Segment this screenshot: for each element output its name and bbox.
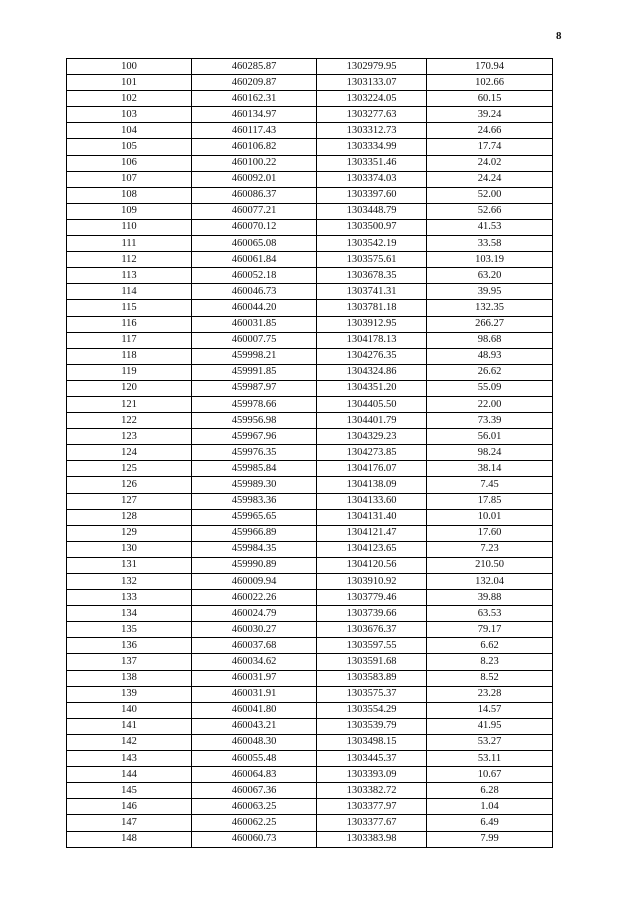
point-number-cell: 128 [67, 509, 192, 525]
table-row [67, 783, 553, 799]
point-number-cell: 127 [67, 493, 192, 509]
table-row [67, 477, 553, 493]
distance-cell: 24.24 [427, 171, 553, 187]
distance-cell: 98.24 [427, 445, 553, 461]
distance-cell: 73.39 [427, 413, 553, 429]
point-number-cell: 141 [67, 718, 192, 734]
table-row [67, 171, 553, 187]
y-coordinate-cell: 1303445.37 [317, 751, 427, 767]
y-coordinate-cell: 1303542.19 [317, 236, 427, 252]
y-coordinate-cell: 1303678.35 [317, 268, 427, 284]
y-coordinate-cell: 1303377.67 [317, 815, 427, 831]
table-row [67, 461, 553, 477]
x-coordinate-cell: 460092.01 [192, 171, 317, 187]
y-coordinate-cell: 1303277.63 [317, 107, 427, 123]
x-coordinate-cell: 460034.62 [192, 654, 317, 670]
x-coordinate-cell: 459956.98 [192, 413, 317, 429]
point-number-cell: 118 [67, 348, 192, 364]
distance-cell: 24.66 [427, 123, 553, 139]
x-coordinate-cell: 460044.20 [192, 300, 317, 316]
table-row [67, 831, 553, 847]
x-coordinate-cell: 460024.79 [192, 606, 317, 622]
x-coordinate-cell: 460065.08 [192, 236, 317, 252]
distance-cell: 23.28 [427, 686, 553, 702]
distance-cell: 63.53 [427, 606, 553, 622]
point-number-cell: 147 [67, 815, 192, 831]
distance-cell: 6.28 [427, 783, 553, 799]
y-coordinate-cell: 1303910.92 [317, 574, 427, 590]
point-number-cell: 111 [67, 236, 192, 252]
distance-cell: 26.62 [427, 364, 553, 380]
x-coordinate-cell: 459987.97 [192, 380, 317, 396]
distance-cell: 39.95 [427, 284, 553, 300]
x-coordinate-cell: 460031.85 [192, 316, 317, 332]
distance-cell: 39.88 [427, 590, 553, 606]
x-coordinate-cell: 459967.96 [192, 429, 317, 445]
point-number-cell: 131 [67, 557, 192, 573]
point-number-cell: 129 [67, 525, 192, 541]
point-number-cell: 115 [67, 300, 192, 316]
table-row [67, 509, 553, 525]
distance-cell: 132.35 [427, 300, 553, 316]
distance-cell: 52.00 [427, 187, 553, 203]
point-number-cell: 101 [67, 75, 192, 91]
x-coordinate-cell: 460037.68 [192, 638, 317, 654]
distance-cell: 24.02 [427, 155, 553, 171]
coordinates-table [66, 58, 553, 848]
distance-cell: 56.01 [427, 429, 553, 445]
distance-cell: 7.99 [427, 831, 553, 847]
y-coordinate-cell: 1304324.86 [317, 364, 427, 380]
x-coordinate-cell: 460022.26 [192, 590, 317, 606]
distance-cell: 63.20 [427, 268, 553, 284]
y-coordinate-cell: 1303676.37 [317, 622, 427, 638]
x-coordinate-cell: 460031.91 [192, 686, 317, 702]
distance-cell: 48.93 [427, 348, 553, 364]
x-coordinate-cell: 459990.89 [192, 557, 317, 573]
distance-cell: 14.57 [427, 702, 553, 718]
table-row [67, 815, 553, 831]
table-row [67, 493, 553, 509]
x-coordinate-cell: 459984.35 [192, 541, 317, 557]
table-row [67, 236, 553, 252]
table-row [67, 413, 553, 429]
page-number: 8 [556, 30, 562, 42]
y-coordinate-cell: 1304351.20 [317, 380, 427, 396]
point-number-cell: 133 [67, 590, 192, 606]
distance-cell: 33.58 [427, 236, 553, 252]
distance-cell: 6.49 [427, 815, 553, 831]
point-number-cell: 106 [67, 155, 192, 171]
table-row [67, 718, 553, 734]
y-coordinate-cell: 1303498.15 [317, 734, 427, 750]
point-number-cell: 142 [67, 734, 192, 750]
x-coordinate-cell: 460106.82 [192, 139, 317, 155]
point-number-cell: 139 [67, 686, 192, 702]
point-number-cell: 109 [67, 203, 192, 219]
table-row [67, 300, 553, 316]
table-row [67, 252, 553, 268]
table-row [67, 203, 553, 219]
point-number-cell: 113 [67, 268, 192, 284]
y-coordinate-cell: 1303575.61 [317, 252, 427, 268]
table-row [67, 380, 553, 396]
table-row [67, 702, 553, 718]
table-row [67, 767, 553, 783]
x-coordinate-cell: 460046.73 [192, 284, 317, 300]
table-row [67, 316, 553, 332]
point-number-cell: 125 [67, 461, 192, 477]
y-coordinate-cell: 1303351.46 [317, 155, 427, 171]
x-coordinate-cell: 460061.84 [192, 252, 317, 268]
distance-cell: 266.27 [427, 316, 553, 332]
point-number-cell: 140 [67, 702, 192, 718]
table-row [67, 445, 553, 461]
point-number-cell: 102 [67, 91, 192, 107]
point-number-cell: 116 [67, 316, 192, 332]
distance-cell: 39.24 [427, 107, 553, 123]
point-number-cell: 114 [67, 284, 192, 300]
x-coordinate-cell: 459965.65 [192, 509, 317, 525]
table-row [67, 59, 553, 75]
x-coordinate-cell: 459978.66 [192, 396, 317, 412]
x-coordinate-cell: 459989.30 [192, 477, 317, 493]
y-coordinate-cell: 1304131.40 [317, 509, 427, 525]
point-number-cell: 132 [67, 574, 192, 590]
y-coordinate-cell: 1303397.60 [317, 187, 427, 203]
x-coordinate-cell: 459976.35 [192, 445, 317, 461]
coordinates-table-body [67, 59, 553, 848]
point-number-cell: 105 [67, 139, 192, 155]
point-number-cell: 100 [67, 59, 192, 75]
point-number-cell: 130 [67, 541, 192, 557]
distance-cell: 79.17 [427, 622, 553, 638]
y-coordinate-cell: 1304123.65 [317, 541, 427, 557]
table-row [67, 670, 553, 686]
y-coordinate-cell: 1304276.35 [317, 348, 427, 364]
table-row [67, 139, 553, 155]
table-row [67, 574, 553, 590]
y-coordinate-cell: 1304405.50 [317, 396, 427, 412]
distance-cell: 17.74 [427, 139, 553, 155]
x-coordinate-cell: 460041.80 [192, 702, 317, 718]
point-number-cell: 112 [67, 252, 192, 268]
y-coordinate-cell: 1304138.09 [317, 477, 427, 493]
distance-cell: 22.00 [427, 396, 553, 412]
y-coordinate-cell: 1303500.97 [317, 219, 427, 235]
y-coordinate-cell: 1303739.66 [317, 606, 427, 622]
x-coordinate-cell: 460062.25 [192, 815, 317, 831]
table-row [67, 284, 553, 300]
x-coordinate-cell: 459991.85 [192, 364, 317, 380]
x-coordinate-cell: 460055.48 [192, 751, 317, 767]
y-coordinate-cell: 1303383.98 [317, 831, 427, 847]
x-coordinate-cell: 460030.27 [192, 622, 317, 638]
x-coordinate-cell: 460070.12 [192, 219, 317, 235]
distance-cell: 41.53 [427, 219, 553, 235]
distance-cell: 53.11 [427, 751, 553, 767]
distance-cell: 7.23 [427, 541, 553, 557]
y-coordinate-cell: 1303224.05 [317, 91, 427, 107]
point-number-cell: 124 [67, 445, 192, 461]
point-number-cell: 143 [67, 751, 192, 767]
point-number-cell: 136 [67, 638, 192, 654]
distance-cell: 132.04 [427, 574, 553, 590]
y-coordinate-cell: 1304178.13 [317, 332, 427, 348]
table-row [67, 107, 553, 123]
distance-cell: 98.68 [427, 332, 553, 348]
x-coordinate-cell: 459985.84 [192, 461, 317, 477]
point-number-cell: 103 [67, 107, 192, 123]
distance-cell: 17.60 [427, 525, 553, 541]
x-coordinate-cell: 460209.87 [192, 75, 317, 91]
y-coordinate-cell: 1304133.60 [317, 493, 427, 509]
x-coordinate-cell: 460063.25 [192, 799, 317, 815]
y-coordinate-cell: 1304176.07 [317, 461, 427, 477]
distance-cell: 17.85 [427, 493, 553, 509]
x-coordinate-cell: 460048.30 [192, 734, 317, 750]
table-row [67, 734, 553, 750]
x-coordinate-cell: 460052.18 [192, 268, 317, 284]
distance-cell: 7.45 [427, 477, 553, 493]
distance-cell: 60.15 [427, 91, 553, 107]
distance-cell: 55.09 [427, 380, 553, 396]
table-row [67, 557, 553, 573]
distance-cell: 41.95 [427, 718, 553, 734]
x-coordinate-cell: 459998.21 [192, 348, 317, 364]
x-coordinate-cell: 460007.75 [192, 332, 317, 348]
x-coordinate-cell: 460117.43 [192, 123, 317, 139]
point-number-cell: 121 [67, 396, 192, 412]
point-number-cell: 144 [67, 767, 192, 783]
y-coordinate-cell: 1303591.68 [317, 654, 427, 670]
x-coordinate-cell: 460134.97 [192, 107, 317, 123]
distance-cell: 170.94 [427, 59, 553, 75]
point-number-cell: 138 [67, 670, 192, 686]
point-number-cell: 117 [67, 332, 192, 348]
table-row [67, 799, 553, 815]
table-row [67, 525, 553, 541]
point-number-cell: 110 [67, 219, 192, 235]
y-coordinate-cell: 1304273.85 [317, 445, 427, 461]
distance-cell: 210.50 [427, 557, 553, 573]
x-coordinate-cell: 460067.36 [192, 783, 317, 799]
distance-cell: 52.66 [427, 203, 553, 219]
distance-cell: 10.01 [427, 509, 553, 525]
x-coordinate-cell: 460285.87 [192, 59, 317, 75]
point-number-cell: 104 [67, 123, 192, 139]
y-coordinate-cell: 1304121.47 [317, 525, 427, 541]
table-row [67, 606, 553, 622]
table-row [67, 751, 553, 767]
table-row [67, 187, 553, 203]
table-row [67, 219, 553, 235]
y-coordinate-cell: 1304120.56 [317, 557, 427, 573]
y-coordinate-cell: 1303377.97 [317, 799, 427, 815]
x-coordinate-cell: 460064.83 [192, 767, 317, 783]
y-coordinate-cell: 1303448.79 [317, 203, 427, 219]
distance-cell: 10.67 [427, 767, 553, 783]
point-number-cell: 107 [67, 171, 192, 187]
distance-cell: 103.19 [427, 252, 553, 268]
distance-cell: 38.14 [427, 461, 553, 477]
y-coordinate-cell: 1303554.29 [317, 702, 427, 718]
y-coordinate-cell: 1303779.46 [317, 590, 427, 606]
x-coordinate-cell: 460031.97 [192, 670, 317, 686]
y-coordinate-cell: 1303597.55 [317, 638, 427, 654]
table-row [67, 91, 553, 107]
table-row [67, 332, 553, 348]
point-number-cell: 135 [67, 622, 192, 638]
x-coordinate-cell: 459983.36 [192, 493, 317, 509]
y-coordinate-cell: 1304401.79 [317, 413, 427, 429]
y-coordinate-cell: 1304329.23 [317, 429, 427, 445]
table-row [67, 75, 553, 91]
point-number-cell: 119 [67, 364, 192, 380]
point-number-cell: 122 [67, 413, 192, 429]
distance-cell: 102.66 [427, 75, 553, 91]
point-number-cell: 137 [67, 654, 192, 670]
distance-cell: 8.23 [427, 654, 553, 670]
point-number-cell: 146 [67, 799, 192, 815]
distance-cell: 6.62 [427, 638, 553, 654]
table-row [67, 429, 553, 445]
x-coordinate-cell: 460077.21 [192, 203, 317, 219]
table-row [67, 396, 553, 412]
table-row [67, 268, 553, 284]
point-number-cell: 134 [67, 606, 192, 622]
distance-cell: 53.27 [427, 734, 553, 750]
y-coordinate-cell: 1303393.09 [317, 767, 427, 783]
table-row [67, 622, 553, 638]
table-row [67, 590, 553, 606]
x-coordinate-cell: 460086.37 [192, 187, 317, 203]
y-coordinate-cell: 1303133.07 [317, 75, 427, 91]
x-coordinate-cell: 460100.22 [192, 155, 317, 171]
distance-cell: 8.52 [427, 670, 553, 686]
point-number-cell: 145 [67, 783, 192, 799]
y-coordinate-cell: 1303781.18 [317, 300, 427, 316]
x-coordinate-cell: 460060.73 [192, 831, 317, 847]
x-coordinate-cell: 459966.89 [192, 525, 317, 541]
y-coordinate-cell: 1303334.99 [317, 139, 427, 155]
y-coordinate-cell: 1303912.95 [317, 316, 427, 332]
table-row [67, 123, 553, 139]
y-coordinate-cell: 1303382.72 [317, 783, 427, 799]
y-coordinate-cell: 1303575.37 [317, 686, 427, 702]
point-number-cell: 148 [67, 831, 192, 847]
point-number-cell: 120 [67, 380, 192, 396]
table-row [67, 686, 553, 702]
y-coordinate-cell: 1302979.95 [317, 59, 427, 75]
table-row [67, 155, 553, 171]
table-row [67, 654, 553, 670]
x-coordinate-cell: 460162.31 [192, 91, 317, 107]
point-number-cell: 126 [67, 477, 192, 493]
x-coordinate-cell: 460009.94 [192, 574, 317, 590]
distance-cell: 1.04 [427, 799, 553, 815]
table-row [67, 541, 553, 557]
table-row [67, 638, 553, 654]
table-row [67, 348, 553, 364]
y-coordinate-cell: 1303312.73 [317, 123, 427, 139]
y-coordinate-cell: 1303539.79 [317, 718, 427, 734]
y-coordinate-cell: 1303583.89 [317, 670, 427, 686]
point-number-cell: 108 [67, 187, 192, 203]
y-coordinate-cell: 1303374.03 [317, 171, 427, 187]
point-number-cell: 123 [67, 429, 192, 445]
table-row [67, 364, 553, 380]
y-coordinate-cell: 1303741.31 [317, 284, 427, 300]
x-coordinate-cell: 460043.21 [192, 718, 317, 734]
